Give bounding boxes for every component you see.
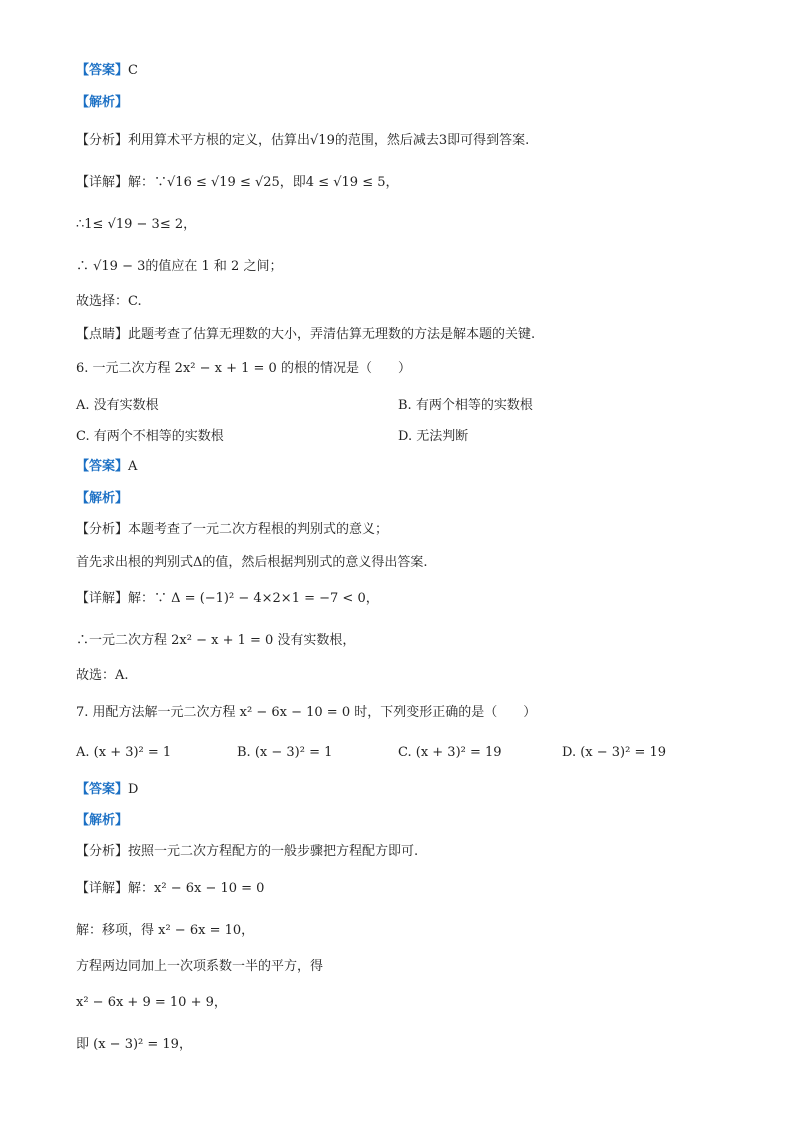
answer-value: C: [128, 63, 138, 78]
q7-option-c: C. (x + 3)² = 19: [398, 745, 502, 760]
fenxi-tag: 【分析】: [76, 522, 129, 537]
q6-stem: 6. 一元二次方程 2x² − x + 1 = 0 的根的情况是（ ）: [76, 361, 411, 376]
q5-choose: 故选择：C.: [76, 294, 142, 309]
analysis-tag: 【解析】: [76, 95, 129, 110]
q7-step1: 解：移项，得 x² − 6x = 10，: [76, 923, 255, 938]
q7-stem: 7. 用配方法解一元二次方程 x² − 6x − 10 = 0 时，下列变形正确的是（ ）: [76, 705, 537, 720]
detail-tag: 【详解】: [76, 881, 129, 896]
fenxi-tag: 【分析】: [76, 844, 129, 859]
answer-tag: 【答案】: [76, 459, 129, 474]
q6-option-b: B. 有两个相等的实数根: [398, 398, 533, 413]
q7-analysis-line: [76, 812, 128, 830]
detail-text: 解：x² − 6x − 10 = 0: [128, 881, 265, 896]
q7-option-d: D. (x − 3)² = 19: [562, 745, 667, 760]
answer-value: D: [128, 782, 139, 797]
q7-step4: 即 (x − 3)² = 19，: [76, 1037, 192, 1052]
fenxi-tag: 【分析】: [76, 133, 129, 148]
answer-value: A: [128, 459, 138, 474]
detail-text: 解：∵√16 ≤ √19 ≤ √25，即4 ≤ √19 ≤ 5，: [128, 175, 399, 190]
q6-answer-line: [76, 458, 137, 476]
q6-fenxi-line: [76, 521, 388, 539]
answer-tag: 【答案】: [76, 63, 129, 78]
fenxi-text: 按照一元二次方程配方的一般步骤把方程配方即可.: [128, 844, 419, 859]
q5-analysis-line: [76, 94, 128, 112]
fenxi-text: 本题考查了一元二次方程根的判别式的意义；: [128, 522, 389, 537]
q7-step3: x² − 6x + 9 = 10 + 9，: [76, 995, 227, 1010]
fenxi-text: 利用算术平方根的定义，估算出√19的范围，然后减去3即可得到答案.: [128, 133, 530, 148]
q5-step2: ∴ √19 − 3的值应在 1 和 2 之间；: [76, 259, 283, 274]
q6-option-d: D. 无法判断: [398, 429, 469, 444]
q6-step1: ∴一元二次方程 2x² − x + 1 = 0 没有实数根，: [76, 633, 356, 648]
q7-step2: 方程两边同加上一次项系数一半的平方，得: [76, 959, 324, 974]
q7-detail-line: [76, 880, 264, 898]
q6-detail-line: [76, 590, 379, 608]
q6-analysis-line: [76, 490, 128, 508]
q7-option-b: B. (x − 3)² = 1: [237, 745, 333, 760]
q5-fenxi-line: [76, 132, 529, 150]
q6-option-c: C. 有两个不相等的实数根: [76, 429, 224, 444]
q5-answer-line: [76, 62, 138, 80]
detail-text: 解：∵ Δ = (−1)² − 4×2×1 = −7 < 0，: [128, 591, 379, 606]
detail-tag: 【详解】: [76, 591, 129, 606]
q7-answer-line: [76, 781, 138, 799]
detail-tag: 【详解】: [76, 175, 129, 190]
q5-dianjing-line: [76, 326, 535, 344]
answer-tag: 【答案】: [76, 782, 129, 797]
q5-step1: ∴1≤ √19 − 3≤ 2，: [76, 217, 197, 232]
q6-choose: 故选：A.: [76, 668, 129, 683]
q5-detail-line: [76, 174, 399, 192]
analysis-tag: 【解析】: [76, 491, 129, 506]
q6-fenxi2: 首先求出根的判别式Δ的值，然后根据判别式的意义得出答案.: [76, 555, 428, 570]
q7-fenxi-line: [76, 843, 418, 861]
analysis-tag: 【解析】: [76, 813, 129, 828]
dianjing-tag: 【点睛】: [76, 327, 129, 342]
dianjing-text: 此题考查了估算无理数的大小，弄清估算无理数的方法是解本题的关键.: [128, 327, 536, 342]
q7-option-a: A. (x + 3)² = 1: [76, 745, 172, 760]
q6-option-a: A. 没有实数根: [76, 398, 159, 413]
